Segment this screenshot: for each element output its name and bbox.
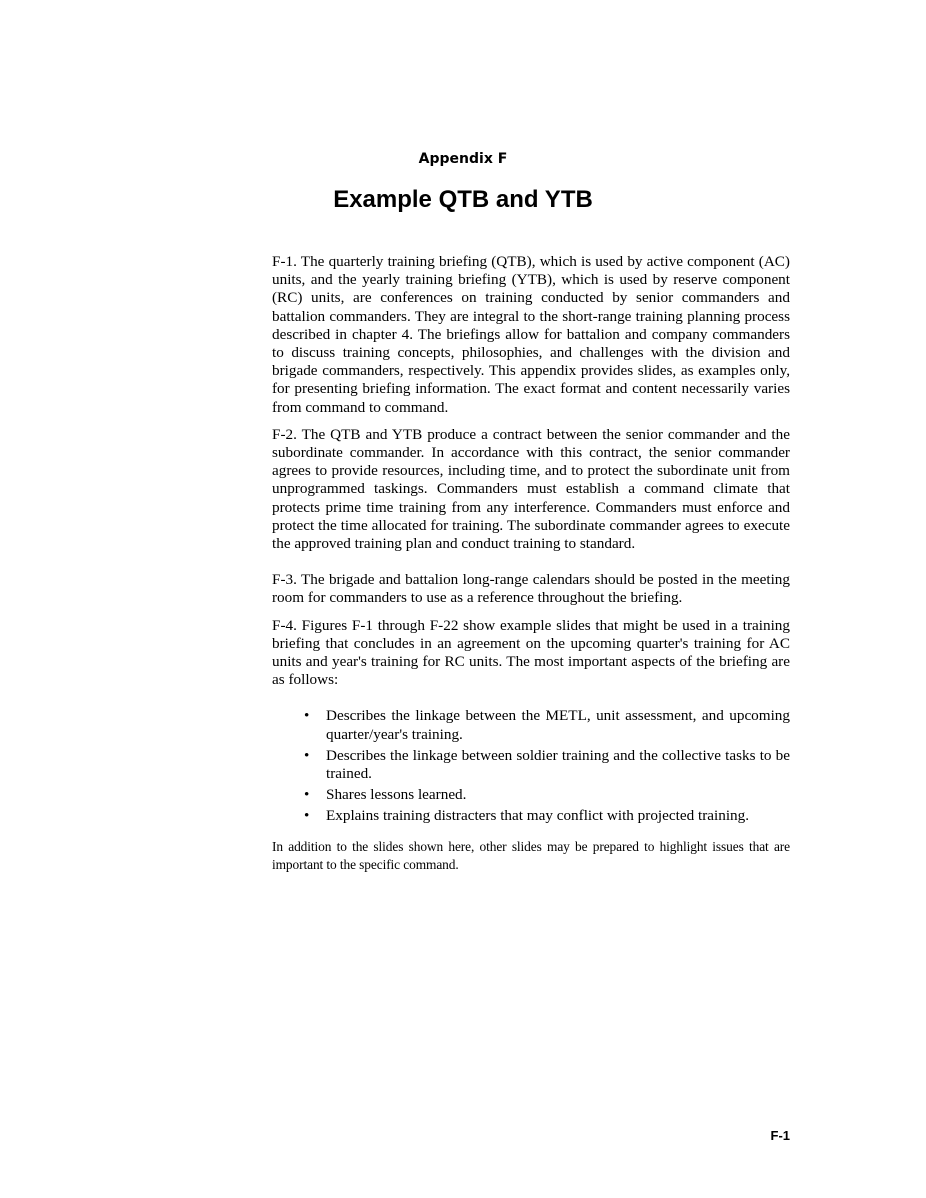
list-item-text: Describes the linkage between soldier training and the collective tasks to be trained. [326,746,790,783]
list-item-text: Explains training distracters that may conflict with projected training. [326,807,750,825]
paragraph-f1: F-1. The quarterly training briefing (QTB), which is used by active component (AC) units, and the yearly training briefing (YTB), which is used by reserve component (RC) units, are conferences on training conducted by senior commanders and battalion commanders. They are integral to the short-range training planning process described in chapter 4. The briefings allow for battalion and company commanders to discuss training concepts, philosophies, and challenges with the division and brigade commanders, respectively. This appendix provides slides, as examples only, for presenting briefing information. The exact format and content necessarily varies from command to command. [272,253,790,416]
appendix-label: Appendix F [418,151,508,167]
bullet-icon: • [304,807,310,825]
list-item [304,707,790,743]
bullet-icon: • [304,707,310,725]
list-item [304,807,790,825]
bullet-icon: • [304,746,310,764]
list-item [304,786,790,804]
page-title: Example QTB and YTB [333,186,593,213]
page-number: F-1 [770,1128,790,1143]
paragraph-f3: F-3. The brigade and battalion long-range calendars should be posted in the meeting room for commanders to use as a reference throughout the briefing. [272,571,790,607]
paragraph-f4: F-4. Figures F-1 through F-22 show example slides that might be used in a training briefing that concludes in an agreement on the upcoming quarter's training for AC units and year's training for RC units. The most important aspects of the briefing are as follows: [272,616,790,689]
bullet-list [272,707,790,825]
closing-paragraph: In addition to the slides shown here, other slides may be prepared to highlight issues that are important to the specific command. [272,838,790,872]
body-text [272,253,790,887]
list-item-text: Shares lessons learned. [326,786,467,804]
list-item-text: Describes the linkage between the METL, unit assessment, and upcoming quarter/year's training. [326,707,790,743]
list-item [304,747,790,783]
paragraph-f2: F-2. The QTB and YTB produce a contract between the senior commander and the subordinate commander. In accordance with this contract, the senior commander agrees to provide resources, including time, and to protect the subordinate unit from unprogrammed taskings. Commanders must establish a command climate that protects prime time training from any interference. Commanders must enforce and protect the time allocated for training. The subordinate commander agrees to execute the approved training plan and conduct training to standard. [272,425,790,553]
bullet-icon: • [304,786,310,804]
